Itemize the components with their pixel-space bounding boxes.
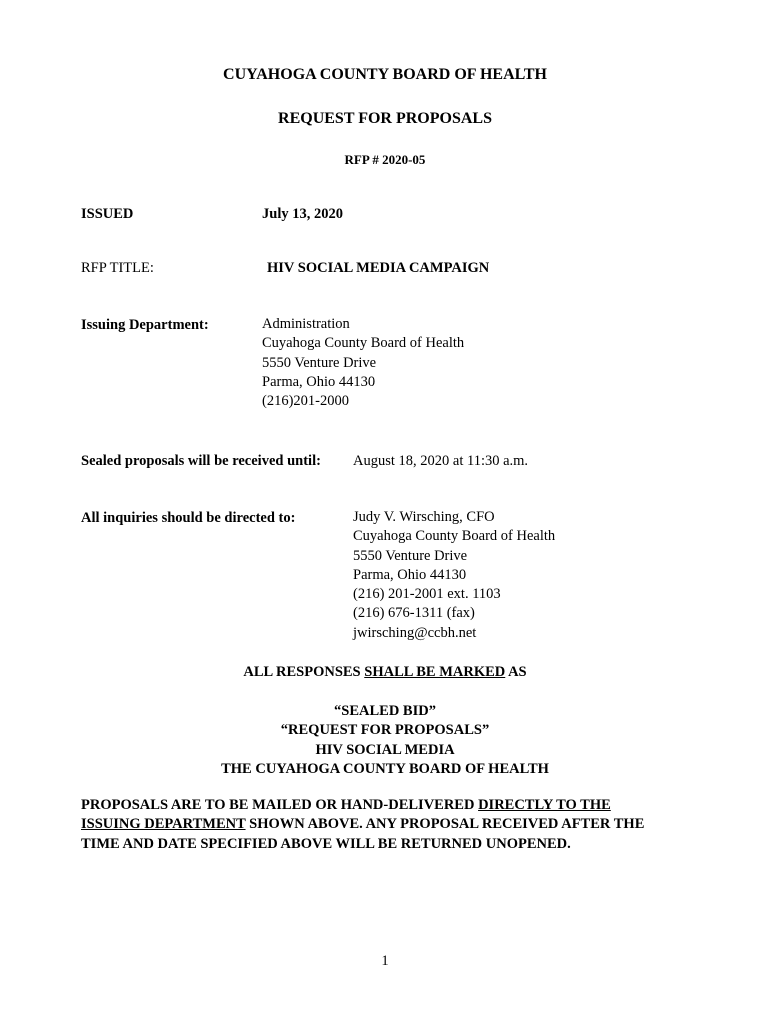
department-line: (216)201-2000 — [262, 393, 349, 410]
rfp-title-value: HIV SOCIAL MEDIA CAMPAIGN — [267, 260, 490, 276]
page-number: 1 — [381, 953, 389, 969]
issuing-department-address — [262, 315, 464, 411]
marking-instruction: ALL RESPONSES SHALL BE MARKED AS — [243, 664, 527, 680]
department-line: Administration — [262, 316, 350, 332]
sealed-proposals-deadline: August 18, 2020 at 11:30 a.m. — [353, 453, 529, 469]
notice-line: ISSUING DEPARTMENT SHOWN ABOVE. ANY PROPOSAL RECEIVED AFTER THE — [81, 816, 645, 833]
department-line: Cuyahoga County Board of Health — [262, 335, 465, 352]
organization-heading: CUYAHOGA COUNTY BOARD OF HEALTH — [223, 66, 547, 83]
contact-line: (216) 676-1311 (fax) — [353, 605, 475, 622]
contact-line: 5550 Venture Drive — [353, 547, 468, 564]
contact-line: (216) 201-2001 ext. 1103 — [353, 586, 501, 603]
marking-line: HIV SOCIAL MEDIA — [315, 741, 455, 758]
contact-line: Parma, Ohio 44130 — [353, 566, 467, 583]
marking-block — [0, 702, 770, 779]
inquiries-contact — [353, 508, 555, 643]
inquiries-label: All inquiries should be directed to: — [81, 510, 296, 526]
contact-line: Judy V. Wirsching, CFO — [353, 509, 495, 525]
delivery-notice — [81, 796, 644, 854]
notice-line: TIME AND DATE SPECIFIED ABOVE WILL BE RETURNED UNOPENED. — [81, 835, 571, 852]
marking-line: “REQUEST FOR PROPOSALS” — [280, 722, 490, 739]
marking-line: THE CUYAHOGA COUNTY BOARD OF HEALTH — [221, 760, 549, 777]
issued-label: ISSUED — [81, 206, 134, 222]
issued-date: July 13, 2020 — [262, 206, 343, 222]
department-line: Parma, Ohio 44130 — [262, 373, 376, 390]
sealed-proposals-label: Sealed proposals will be received until: — [81, 453, 321, 469]
contact-line: jwirsching@ccbh.net — [353, 624, 477, 641]
document-title: REQUEST FOR PROPOSALS — [278, 110, 492, 127]
contact-line: Cuyahoga County Board of Health — [353, 528, 556, 545]
rfp-title-label: RFP TITLE: — [81, 260, 154, 276]
marking-line: “SEALED BID” — [334, 703, 436, 719]
notice-line: PROPOSALS ARE TO BE MAILED OR HAND-DELIVERED DIRECTLY TO THE — [81, 797, 611, 813]
issuing-department-label: Issuing Department: — [81, 317, 209, 333]
rfp-number: RFP # 2020-05 — [344, 152, 426, 167]
department-line: 5550 Venture Drive — [262, 354, 377, 371]
